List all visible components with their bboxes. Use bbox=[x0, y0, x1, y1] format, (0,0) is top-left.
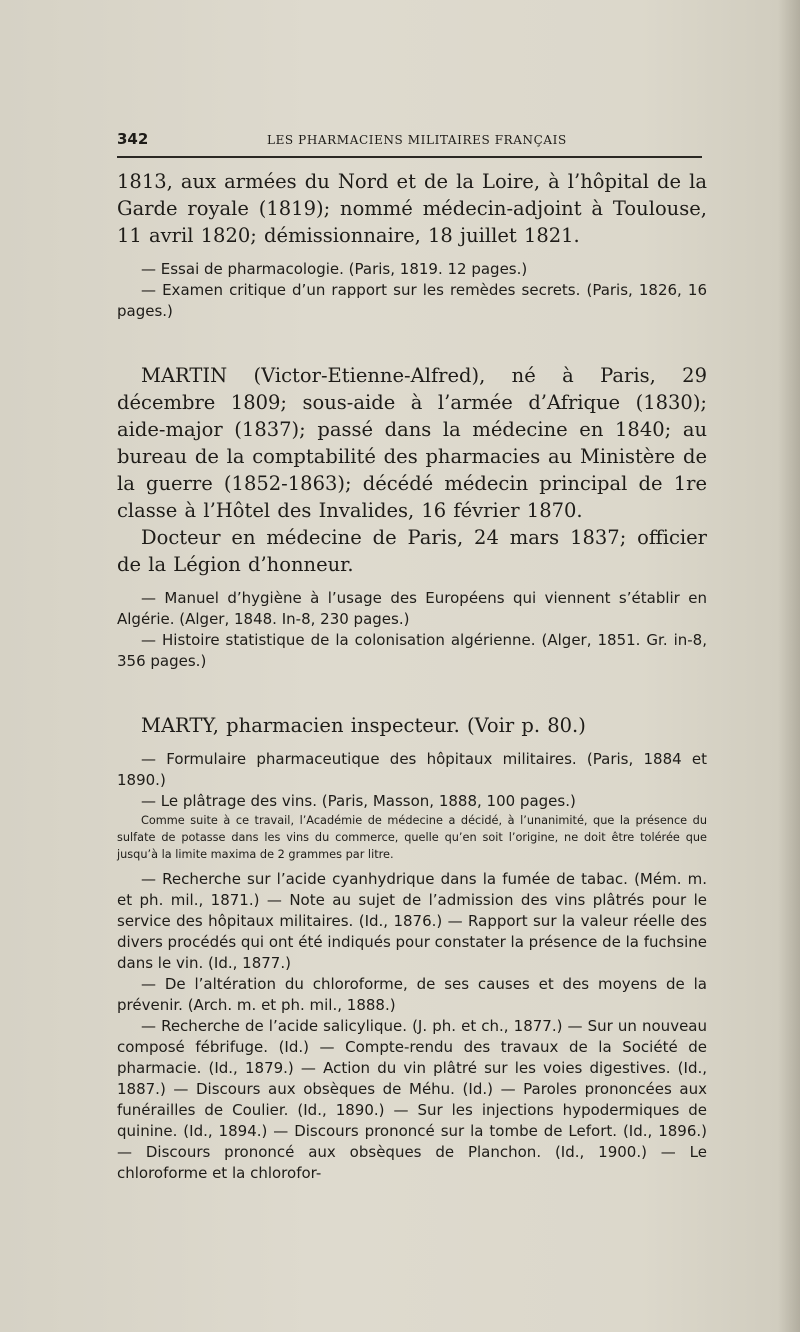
biography-marty: MARTY, pharmacien inspecteur. (Voir p. 80.) bbox=[141, 714, 586, 737]
note-paragraph: Comme suite à ce travail, l’Académie de médecine a décidé, à l’unanimité, que la présence du sulfate de potasse dans les vins du commerce, quelle qu’en soit l’origine, ne doit être tolérée que jusqu’à la limite maxima de 2 grammes par litre. bbox=[117, 814, 707, 861]
running-title: LES PHARMACIENS MILITAIRES FRANÇAIS bbox=[267, 133, 567, 147]
page-edge-shadow bbox=[778, 0, 800, 1332]
bibliography-entry: — Formulaire pharmaceutique des hôpitaux militaires. (Paris, 1884 et 1890.) bbox=[117, 750, 707, 789]
bibliography-entry: — Manuel d’hygiène à l’usage des Européens qui viennent s’établir en Algérie. (Alger, 1848. In-8, 230 pages.) bbox=[117, 589, 707, 628]
bibliography-entry: — Le plâtrage des vins. (Paris, Masson, 1888, 100 pages.) bbox=[141, 792, 576, 810]
header-rule bbox=[117, 156, 702, 158]
bibliography-entry: — Examen critique d’un rapport sur les remèdes secrets. (Paris, 1826, 16 pages.) bbox=[117, 281, 707, 320]
bibliography-entry: — Essai de pharmacologie. (Paris, 1819. 12 pages.) bbox=[141, 260, 528, 278]
bibliography-entry: — Recherche sur l’acide cyanhydrique dans la fumée de tabac. (Mém. m. et ph. mil., 1871.) — Note au sujet de l’admission des vins plâtrés pour le service des hôpitaux militaires. (Id., 1876.) — Rapport sur la valeur réelle des divers procédés qui ont été indiqués pour constater la présence de la fuchsine dans le vin. (Id., 1877.) bbox=[117, 870, 707, 972]
bibliography-entry: — Histoire statistique de la colonisation algérienne. (Alger, 1851. Gr. in-8, 356 pages.) bbox=[117, 631, 707, 670]
page-number: 342 bbox=[117, 130, 149, 148]
paragraph-continuation: 1813, aux armées du Nord et de la Loire, à l’hôpital de la Garde royale (1819); nommé médecin-adjoint à Toulouse, 11 avril 1820; démissionnaire, 18 juillet 1821. bbox=[117, 170, 707, 247]
biography-martin-honors: Docteur en médecine de Paris, 24 mars 1837; officier de la Légion d’honneur. bbox=[117, 526, 707, 576]
page-body bbox=[117, 168, 707, 1184]
page-header bbox=[117, 130, 702, 152]
biography-martin: MARTIN (Victor-Etienne-Alfred), né à Paris, 29 décembre 1809; sous-aide à l’armée d’Afrique (1830); aide-major (1837); passé dans la médecine en 1840; au bureau de la comptabilité des pharmacies au Ministère de la guerre (1852-1863); décédé médecin principal de 1re classe à l’Hôtel des Invalides, 16 février 1870. bbox=[117, 364, 707, 522]
bibliography-entry: — De l’altération du chloroforme, de ses causes et des moyens de la prévenir. (Arch. m. et ph. mil., 1888.) bbox=[117, 975, 707, 1014]
bibliography-entry: — Recherche de l’acide salicylique. (J. ph. et ch., 1877.) — Sur un nouveau composé fébrifuge. (Id.) — Compte-rendu des travaux de la Société de pharmacie. (Id., 1879.) — Action du vin plâtré sur les voies digestives. (Id., 1887.) — Discours aux obsèques de Méhu. (Id.) — Paroles prononcées aux funérailles de Coulier. (Id., 1890.) — Sur les injections hypodermiques de quinine. (Id., 1894.) — Discours prononcé sur la tombe de Lefort. (Id., 1896.) — Discours prononcé aux obsèques de Planchon. (Id., 1900.) — Le chloroforme et la chlorofor- bbox=[117, 1017, 707, 1182]
